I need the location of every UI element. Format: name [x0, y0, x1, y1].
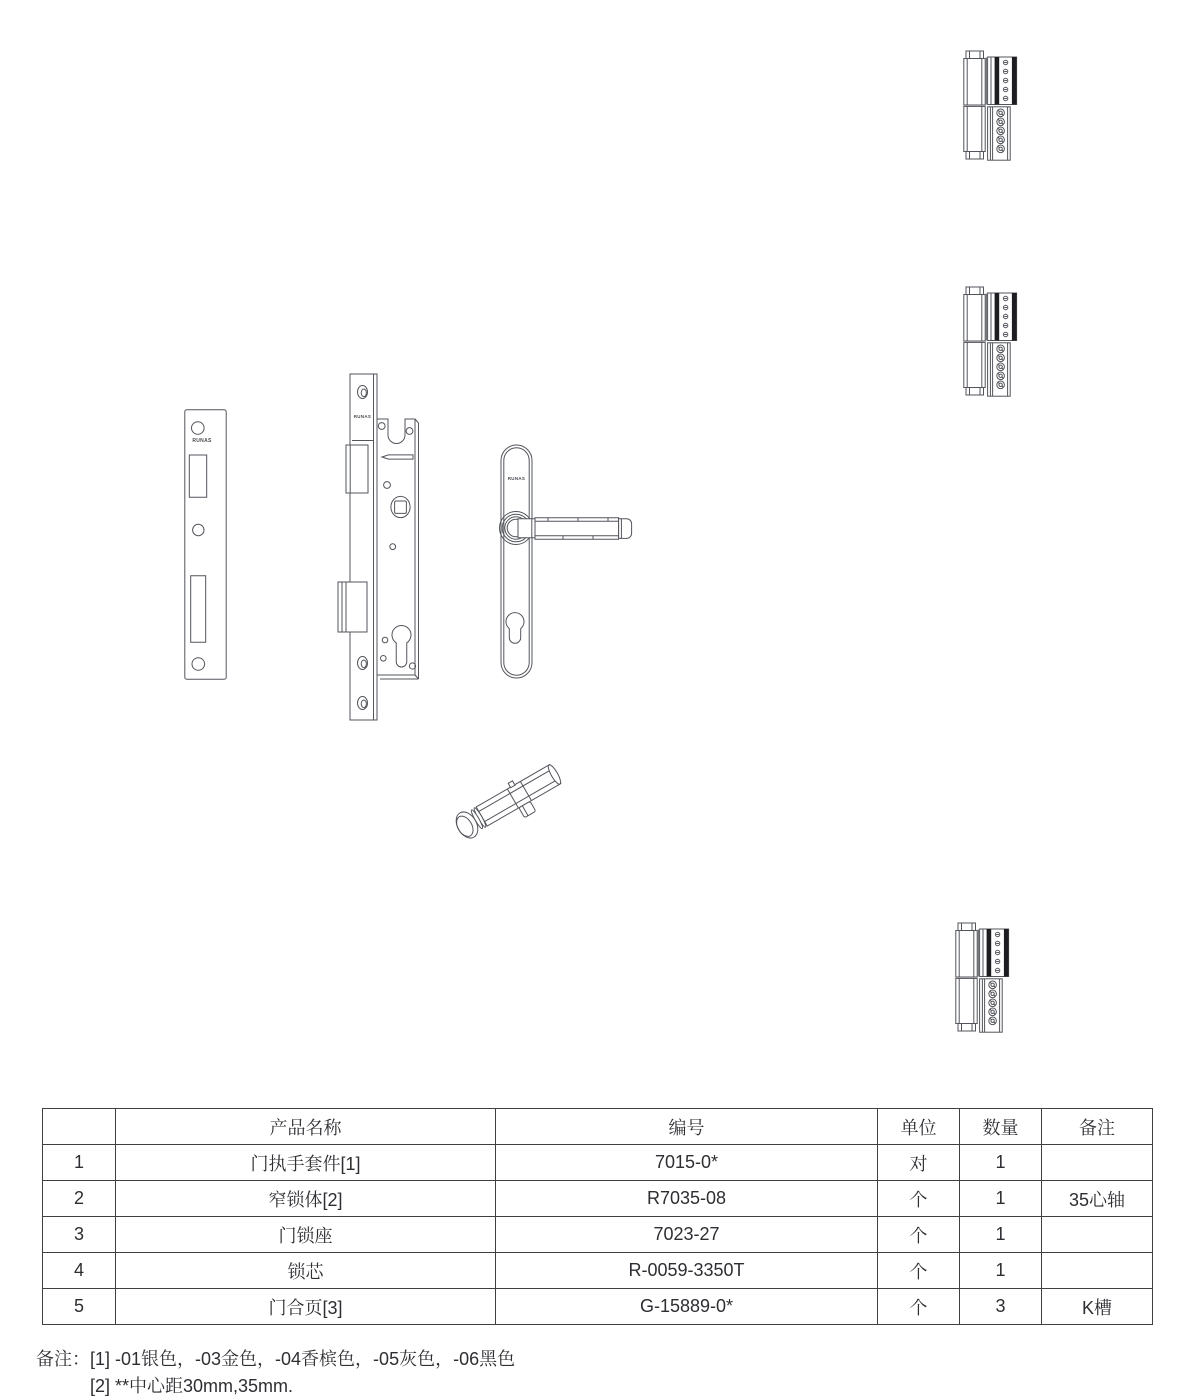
- cylinder-body: [476, 764, 561, 826]
- cell-unit: 个: [878, 1181, 960, 1217]
- faceplate: [350, 374, 377, 720]
- parts-table: [42, 1108, 1153, 1325]
- cell-product-name: 窄锁体[2]: [116, 1181, 496, 1217]
- brand-label: RUNAS: [353, 414, 372, 419]
- cell-index: 3: [43, 1217, 116, 1253]
- cell-product-name: 门锁座: [116, 1217, 496, 1253]
- notes-section: [36, 1346, 515, 1400]
- cell-unit: 个: [878, 1289, 960, 1325]
- latch-bolt: [346, 445, 368, 493]
- cell-product-name: 锁芯: [116, 1253, 496, 1289]
- column-header-part-number: 编号: [496, 1109, 878, 1145]
- column-header-product-name: 产品名称: [116, 1109, 496, 1145]
- lock-cylinder-illustration: [448, 744, 578, 856]
- cell-index: 5: [43, 1289, 116, 1325]
- cell-unit: 个: [878, 1253, 960, 1289]
- cell-remarks: K槽: [1042, 1289, 1153, 1325]
- cell-part-number: G-15889-0*: [496, 1289, 878, 1325]
- table-row: [43, 1145, 1153, 1181]
- cell-remarks: [1042, 1253, 1153, 1289]
- cell-index: 2: [43, 1181, 116, 1217]
- cell-part-number: R7035-08: [496, 1181, 878, 1217]
- column-header-remarks: 备注: [1042, 1109, 1153, 1145]
- note-line-2: [2] **中心距30mm,35mm.: [90, 1376, 294, 1396]
- table-row: [43, 1181, 1153, 1217]
- hinge-illustration-bottom: [953, 920, 1011, 1034]
- brand-label: RUNAS: [507, 476, 526, 481]
- column-header-unit: 单位: [878, 1109, 960, 1145]
- cell-remarks: [1042, 1217, 1153, 1253]
- cell-quantity: 1: [960, 1181, 1042, 1217]
- cell-product-name: 门执手套件[1]: [116, 1145, 496, 1181]
- cell-part-number: R-0059-3350T: [496, 1253, 878, 1289]
- cell-quantity: 1: [960, 1217, 1042, 1253]
- handle-set-illustration: [498, 442, 643, 682]
- lever-handle: [518, 518, 632, 539]
- cell-quantity: 3: [960, 1289, 1042, 1325]
- table-row: [43, 1253, 1153, 1289]
- cell-product-name: 门合页[3]: [116, 1289, 496, 1325]
- column-header-index: [43, 1109, 116, 1145]
- cell-part-number: 7015-0*: [496, 1145, 878, 1181]
- hinge-illustration-top: [961, 48, 1019, 162]
- cell-unit: 个: [878, 1217, 960, 1253]
- table-header-row: [43, 1109, 1153, 1145]
- note-line-1: [1] -01银色，-03金色，-04香槟色，-05灰色，-06黑色: [90, 1349, 516, 1369]
- cell-index: 1: [43, 1145, 116, 1181]
- table-row: [43, 1217, 1153, 1253]
- cell-remarks: 35心轴: [1042, 1181, 1153, 1217]
- hinge-illustration-middle: [961, 284, 1019, 398]
- cell-unit: 对: [878, 1145, 960, 1181]
- cell-quantity: 1: [960, 1145, 1042, 1181]
- strike-plate-illustration: [184, 409, 227, 680]
- cell-index: 4: [43, 1253, 116, 1289]
- notes-label: 备注：: [36, 1349, 90, 1369]
- cell-quantity: 1: [960, 1253, 1042, 1289]
- table-row: [43, 1289, 1153, 1325]
- cell-remarks: [1042, 1145, 1153, 1181]
- cell-part-number: 7023-27: [496, 1217, 878, 1253]
- brand-label: RUNAS: [192, 438, 212, 444]
- lock-body-illustration: [336, 372, 434, 722]
- column-header-quantity: 数量: [960, 1109, 1042, 1145]
